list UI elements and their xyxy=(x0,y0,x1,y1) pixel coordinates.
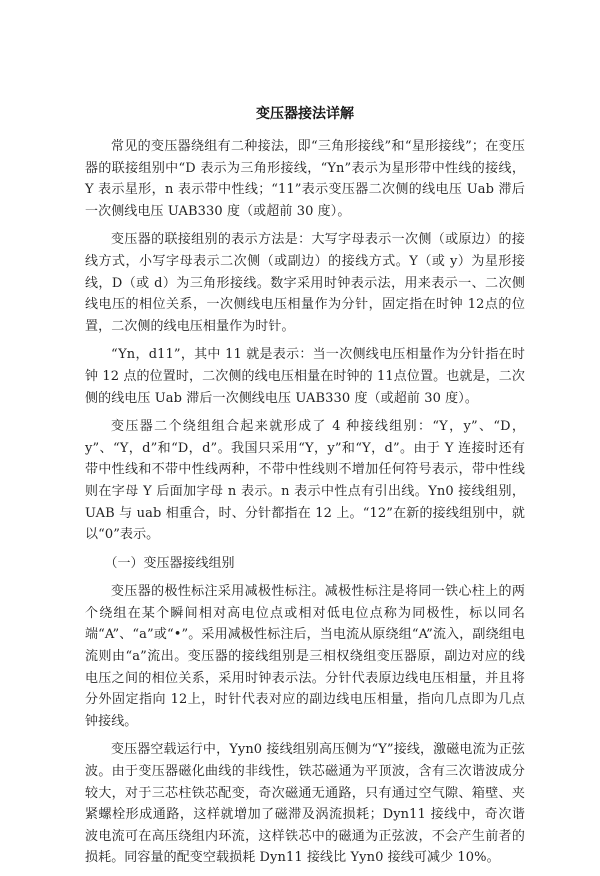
document-page xyxy=(85,104,525,876)
paragraph-yn-d11: “Yn，d11”，其中 11 就是表示：当一次侧线电压相量作为分针指在时钟 12 点的位置时，二次侧的线电压相量在时钟的 11点位置。也就是，二次侧的线电压 Uab 滞后一次侧线电压 UAB330 度（或超前 30 度）。 xyxy=(85,347,525,406)
section-heading: （一）变压器接线组别 xyxy=(104,555,235,571)
document-title: 变压器接法详解 xyxy=(256,106,354,122)
paragraph-no-load: 变压器空载运行中，Yyn0 接线组别高压侧为“Y”接线，激磁电流为正弦波。由于变压器磁化曲线的非线性，铁芯磁通为平顶波，含有三次谐波成分较大，对于三芯柱铁芯配变，奇次磁通无通路，只有通过空气隙、箱壁、夹紧螺栓形成通路，这样就增加了磁滞及涡流损耗；Dyn11 接线中，奇次谐波电流可在高压绕组内环流，这样铁芯中的磁通为正弦波，不会产生前者的损耗。同容量的配变空载损耗 Dyn11 接线比 Yyn0 接线可减少 10%。 xyxy=(85,742,525,866)
paragraph-four-groups: 变压器二个绕组组合起来就形成了 4 种接线组别：“Y，y”、“D，y”、“Y，d”和“D，d”。我国只采用“Y，y”和“Y，d”。由于 Y 连接时还有带中性线和不带中性线两种，不带中性线则不增加任何符号表示，带中性线则在字母 Y 后面加字母 n 表示。n 表示中性点有引出线。Yn0 接线组别，UAB 与 uab 相重合，时、分针都指在 12 上。“12”在新的接线组别中，就以“0”表示。 xyxy=(85,419,525,543)
paragraph-intro: 常见的变压器绕组有二种接法，即“三角形接线”和“星形接线”；在变压器的联接组别中“D 表示为三角形接线，“Yn”表示为星形带中性线的接线，Y 表示星形，n 表示带中性线；“11”表示变压器二次侧的线电压 Uab 滞后一次侧线电压 UAB330 度（或超前 30 度）。 xyxy=(85,139,525,219)
paragraph-notation: 变压器的联接组别的表示方法是：大写字母表示一次侧（或原边）的接线方式，小写字母表示二次侧（或副边）的接线方式。Y（或 y）为星形接线，D（或 d）为三角形接线。数字采用时钟表示法，用来表示一、二次侧线电压的相位关系，一次侧线电压相量作为分针，固定指在时钟 12点的位置，二次侧的线电压相量作为时针。 xyxy=(85,232,525,334)
paragraph-polarity: 变压器的极性标注采用减极性标注。减极性标注是将同一铁心柱上的两个绕组在某个瞬间相对高电位点或相对低电位点称为同极性，标以同名端“A”、“a”或“•”。采用减极性标注后，当电流从原绕组“A”流入，副绕组电流则由“a”流出。变压器的接线组别是三相权绕组变压器原，副边对应的线电压之间的相位关系，采用时钟表示法。分针代表原边线电压相量，并且将分外固定指向 12上，时针代表对应的副边线电压相量，指向几点即为几点钟接线。 xyxy=(85,584,525,729)
